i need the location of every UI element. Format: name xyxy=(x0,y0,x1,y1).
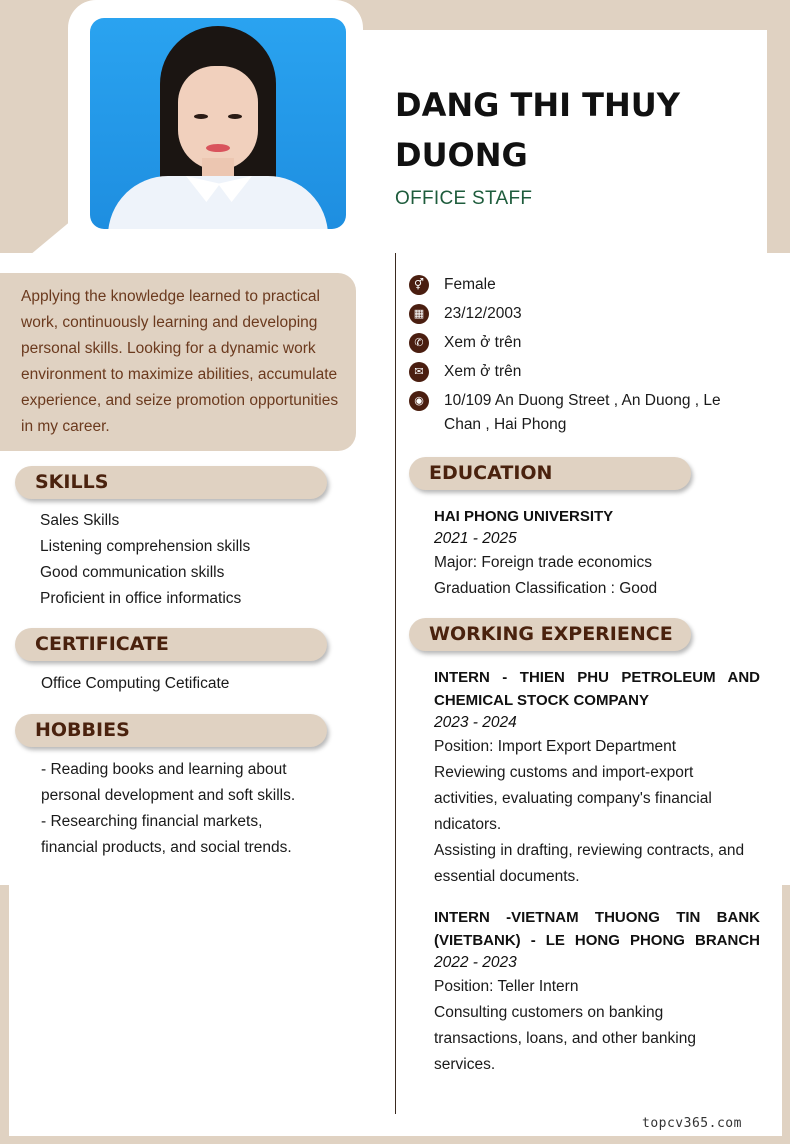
objective-text: Applying the knowledge learned to practical work, continuously learning and developing personal skills. Looking for a dynamic work environment to maximize abilities, accumulate experience, and seize promotion opportunities in my career. xyxy=(21,288,339,435)
contact-birthday: 23/12/2003 xyxy=(444,305,522,322)
job-title-line: CHEMICAL STOCK COMPANY xyxy=(434,692,650,709)
job-title-line: INTERN - THIEN PHU PETROLEUM AND xyxy=(434,669,760,686)
contact-phone: Xem ở trên xyxy=(444,334,522,351)
job-detail-line: activities, evaluating company's financial xyxy=(434,790,712,807)
job-detail-line: Position: Import Export Department xyxy=(434,738,677,755)
hobby-line: financial products, and social trends. xyxy=(41,839,292,856)
contact-email: Xem ở trên xyxy=(444,363,522,380)
skills-heading: SKILLS xyxy=(35,471,109,493)
job-period: 2022 - 2023 xyxy=(434,954,517,971)
email-icon: ✉ xyxy=(409,362,429,382)
education-heading: EDUCATION xyxy=(429,462,553,484)
hobby-line: - Researching financial markets, xyxy=(41,813,263,830)
contact-address-line1: 10/109 An Duong Street , An Duong , Le xyxy=(444,392,721,409)
certificate-item: Office Computing Cetificate xyxy=(41,675,230,692)
experience-heading: WORKING EXPERIENCE xyxy=(429,623,673,645)
job-detail-line: services. xyxy=(434,1056,496,1073)
certificate-heading: CERTIFICATE xyxy=(35,633,169,655)
watermark: topcv365.com xyxy=(642,1116,742,1131)
job-detail-line: ndicators. xyxy=(434,816,502,833)
education-period: 2021 - 2025 xyxy=(434,530,517,547)
hobby-line: - Reading books and learning about xyxy=(41,761,287,778)
gender-icon: ⚥ xyxy=(409,275,429,295)
job-detail-line: Assisting in drafting, reviewing contracts, and xyxy=(434,842,745,859)
job-title: OFFICE STAFF xyxy=(395,188,533,209)
job-detail-line: Position: Teller Intern xyxy=(434,978,579,995)
column-divider xyxy=(395,253,396,1114)
job-detail-line: transactions, loans, and other banking xyxy=(434,1030,696,1047)
education-major: Major: Foreign trade economics xyxy=(434,554,652,571)
hobbies-heading: HOBBIES xyxy=(35,719,130,741)
skill-item: Proficient in office informatics xyxy=(40,590,242,607)
location-icon: ◉ xyxy=(409,391,429,411)
job-detail-line: essential documents. xyxy=(434,868,580,885)
calendar-icon: ▦ xyxy=(409,304,429,324)
education-classification: Graduation Classification : Good xyxy=(434,580,658,597)
job-detail-line: Reviewing customs and import-export xyxy=(434,764,694,781)
phone-icon: ✆ xyxy=(409,333,429,353)
education-school: HAI PHONG UNIVERSITY xyxy=(434,508,614,525)
hobby-line: personal development and soft skills. xyxy=(41,787,296,804)
candidate-name: DANG THI THUY DUONG xyxy=(395,86,680,174)
job-title-line: INTERN -VIETNAM THUONG TIN BANK xyxy=(434,909,760,926)
contact-gender: Female xyxy=(444,276,496,293)
job-detail-line: Consulting customers on banking xyxy=(434,1004,664,1021)
skill-item: Listening comprehension skills xyxy=(40,538,251,555)
skill-item: Good communication skills xyxy=(40,564,225,581)
contact-address-line2: Chan , Hai Phong xyxy=(444,416,567,433)
skill-item: Sales Skills xyxy=(40,512,120,529)
profile-photo xyxy=(90,18,346,229)
job-period: 2023 - 2024 xyxy=(434,714,517,731)
job-title-line: (VIETBANK) - LE HONG PHONG BRANCH xyxy=(434,932,760,949)
